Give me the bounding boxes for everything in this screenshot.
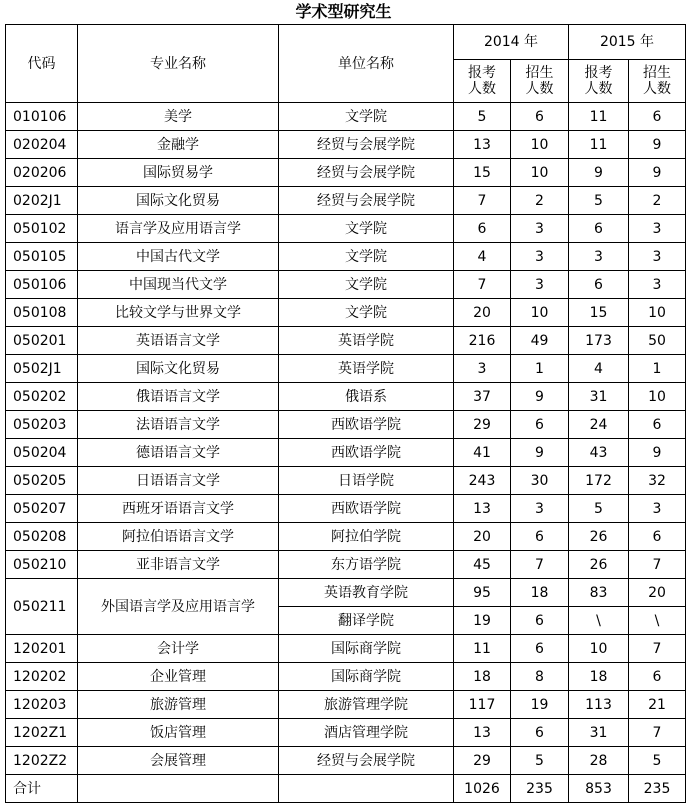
cell-major: 国际文化贸易 bbox=[78, 355, 279, 383]
cell-applicants-2014: 7 bbox=[454, 187, 511, 215]
cell-admitted-2015: 1 bbox=[629, 355, 686, 383]
cell-applicants-2015: 26 bbox=[569, 523, 629, 551]
header-unit: 单位名称 bbox=[279, 25, 454, 103]
cell-code: 1202Z2 bbox=[6, 747, 78, 775]
cell-unit: 西欧语学院 bbox=[279, 411, 454, 439]
table-row bbox=[6, 243, 686, 271]
cell-admitted-2014: 2 bbox=[511, 187, 569, 215]
cell-admitted-2015: 50 bbox=[629, 327, 686, 355]
cell-applicants-2014: 29 bbox=[454, 411, 511, 439]
cell-applicants-2014: 13 bbox=[454, 495, 511, 523]
cell-major: 金融学 bbox=[78, 131, 279, 159]
cell-code: 120202 bbox=[6, 663, 78, 691]
cell-major: 德语语言文学 bbox=[78, 439, 279, 467]
cell-applicants-2015: 11 bbox=[569, 131, 629, 159]
cell-major: 法语语言文学 bbox=[78, 411, 279, 439]
cell-admitted-2014: 10 bbox=[511, 131, 569, 159]
total-unit bbox=[279, 775, 454, 803]
cell-applicants-2015: 173 bbox=[569, 327, 629, 355]
cell-unit: 文学院 bbox=[279, 299, 454, 327]
cell-applicants-2014: 29 bbox=[454, 747, 511, 775]
cell-applicants-2014: 95 bbox=[454, 579, 511, 607]
cell-code: 050105 bbox=[6, 243, 78, 271]
cell-applicants-2015: 3 bbox=[569, 243, 629, 271]
cell-applicants-2014: 37 bbox=[454, 383, 511, 411]
cell-applicants-2014: 216 bbox=[454, 327, 511, 355]
cell-applicants-2015: 15 bbox=[569, 299, 629, 327]
cell-applicants-2015: 43 bbox=[569, 439, 629, 467]
cell-applicants-2015: 9 bbox=[569, 159, 629, 187]
cell-major: 会计学 bbox=[78, 635, 279, 663]
table-row bbox=[6, 327, 686, 355]
cell-admitted-2015: 9 bbox=[629, 131, 686, 159]
cell-admitted-2015: 3 bbox=[629, 271, 686, 299]
cell-admitted-2014: 6 bbox=[511, 523, 569, 551]
cell-applicants-2014: 7 bbox=[454, 271, 511, 299]
cell-admitted-2015: 9 bbox=[629, 439, 686, 467]
cell-unit: 英语学院 bbox=[279, 355, 454, 383]
cell-applicants-2014: 20 bbox=[454, 299, 511, 327]
cell-major: 外国语言学及应用语言学 bbox=[78, 579, 279, 635]
header-applicants-2015: 报考 人数 bbox=[569, 60, 629, 103]
cell-admitted-2015: 6 bbox=[629, 411, 686, 439]
cell-applicants-2015: 11 bbox=[569, 103, 629, 131]
cell-code: 050203 bbox=[6, 411, 78, 439]
cell-unit: 文学院 bbox=[279, 271, 454, 299]
cell-major: 中国古代文学 bbox=[78, 243, 279, 271]
cell-unit: 文学院 bbox=[279, 243, 454, 271]
cell-admitted-2015: 7 bbox=[629, 551, 686, 579]
header-year-2015: 2015 年 bbox=[569, 25, 686, 60]
cell-major: 饭店管理 bbox=[78, 719, 279, 747]
cell-unit: 经贸与会展学院 bbox=[279, 159, 454, 187]
cell-applicants-2014: 6 bbox=[454, 215, 511, 243]
cell-major: 语言学及应用语言学 bbox=[78, 215, 279, 243]
cell-admitted-2015: 32 bbox=[629, 467, 686, 495]
header-year-2014: 2014 年 bbox=[454, 25, 569, 60]
cell-code: 050102 bbox=[6, 215, 78, 243]
cell-applicants-2014: 117 bbox=[454, 691, 511, 719]
table-row bbox=[6, 159, 686, 187]
table-row bbox=[6, 467, 686, 495]
total-admitted-2014: 235 bbox=[511, 775, 569, 803]
cell-unit: 文学院 bbox=[279, 103, 454, 131]
cell-code: 020204 bbox=[6, 131, 78, 159]
cell-admitted-2014: 9 bbox=[511, 383, 569, 411]
table-row bbox=[6, 299, 686, 327]
cell-code: 010106 bbox=[6, 103, 78, 131]
cell-admitted-2014: 3 bbox=[511, 495, 569, 523]
cell-applicants-2015: 28 bbox=[569, 747, 629, 775]
cell-major: 俄语语言文学 bbox=[78, 383, 279, 411]
cell-applicants-2015: 5 bbox=[569, 187, 629, 215]
cell-applicants-2014: 13 bbox=[454, 131, 511, 159]
table-row bbox=[6, 383, 686, 411]
table-row bbox=[6, 187, 686, 215]
cell-admitted-2015: \ bbox=[629, 607, 686, 635]
cell-code: 050204 bbox=[6, 439, 78, 467]
cell-major: 英语语言文学 bbox=[78, 327, 279, 355]
cell-admitted-2014: 9 bbox=[511, 439, 569, 467]
cell-admitted-2014: 49 bbox=[511, 327, 569, 355]
cell-admitted-2014: 6 bbox=[511, 635, 569, 663]
cell-major: 国际贸易学 bbox=[78, 159, 279, 187]
cell-admitted-2014: 3 bbox=[511, 271, 569, 299]
cell-unit: 俄语系 bbox=[279, 383, 454, 411]
cell-admitted-2014: 30 bbox=[511, 467, 569, 495]
cell-major: 中国现当代文学 bbox=[78, 271, 279, 299]
table-row bbox=[6, 215, 686, 243]
total-applicants-2015: 853 bbox=[569, 775, 629, 803]
header-applicants-2014: 报考 人数 bbox=[454, 60, 511, 103]
cell-admitted-2014: 3 bbox=[511, 243, 569, 271]
cell-applicants-2014: 45 bbox=[454, 551, 511, 579]
cell-unit: 英语学院 bbox=[279, 327, 454, 355]
cell-admitted-2014: 3 bbox=[511, 215, 569, 243]
cell-applicants-2015: \ bbox=[569, 607, 629, 635]
cell-admitted-2014: 10 bbox=[511, 159, 569, 187]
cell-applicants-2014: 19 bbox=[454, 607, 511, 635]
cell-applicants-2014: 3 bbox=[454, 355, 511, 383]
cell-admitted-2015: 5 bbox=[629, 747, 686, 775]
header-major: 专业名称 bbox=[78, 25, 279, 103]
cell-unit: 经贸与会展学院 bbox=[279, 187, 454, 215]
cell-unit: 西欧语学院 bbox=[279, 495, 454, 523]
cell-admitted-2014: 6 bbox=[511, 103, 569, 131]
cell-code: 050205 bbox=[6, 467, 78, 495]
cell-unit: 阿拉伯学院 bbox=[279, 523, 454, 551]
table-row bbox=[6, 131, 686, 159]
cell-admitted-2015: 2 bbox=[629, 187, 686, 215]
cell-applicants-2015: 31 bbox=[569, 719, 629, 747]
table-row bbox=[6, 719, 686, 747]
cell-applicants-2014: 11 bbox=[454, 635, 511, 663]
cell-applicants-2015: 6 bbox=[569, 271, 629, 299]
cell-applicants-2015: 113 bbox=[569, 691, 629, 719]
cell-unit: 翻译学院 bbox=[279, 607, 454, 635]
cell-admitted-2015: 3 bbox=[629, 243, 686, 271]
cell-code: 020206 bbox=[6, 159, 78, 187]
cell-admitted-2015: 10 bbox=[629, 299, 686, 327]
cell-code: 1202Z1 bbox=[6, 719, 78, 747]
graduate-admissions-table bbox=[5, 24, 686, 803]
cell-applicants-2014: 15 bbox=[454, 159, 511, 187]
cell-major: 美学 bbox=[78, 103, 279, 131]
cell-admitted-2015: 21 bbox=[629, 691, 686, 719]
cell-applicants-2014: 4 bbox=[454, 243, 511, 271]
table-row bbox=[6, 579, 686, 607]
total-major bbox=[78, 775, 279, 803]
cell-admitted-2014: 19 bbox=[511, 691, 569, 719]
cell-applicants-2014: 41 bbox=[454, 439, 511, 467]
cell-major: 企业管理 bbox=[78, 663, 279, 691]
total-admitted-2015: 235 bbox=[629, 775, 686, 803]
cell-code: 050201 bbox=[6, 327, 78, 355]
cell-admitted-2014: 6 bbox=[511, 719, 569, 747]
header-admitted-2014: 招生 人数 bbox=[511, 60, 569, 103]
cell-code: 050210 bbox=[6, 551, 78, 579]
cell-admitted-2014: 18 bbox=[511, 579, 569, 607]
cell-applicants-2015: 31 bbox=[569, 383, 629, 411]
cell-code: 050207 bbox=[6, 495, 78, 523]
cell-admitted-2014: 6 bbox=[511, 607, 569, 635]
cell-applicants-2014: 13 bbox=[454, 719, 511, 747]
table-row bbox=[6, 635, 686, 663]
cell-admitted-2015: 10 bbox=[629, 383, 686, 411]
cell-admitted-2014: 5 bbox=[511, 747, 569, 775]
total-applicants-2014: 1026 bbox=[454, 775, 511, 803]
cell-code: 0502J1 bbox=[6, 355, 78, 383]
table-row bbox=[6, 691, 686, 719]
cell-unit: 西欧语学院 bbox=[279, 439, 454, 467]
table-title: 学术型研究生 bbox=[295, 2, 392, 21]
cell-major: 西班牙语语言文学 bbox=[78, 495, 279, 523]
cell-unit: 旅游管理学院 bbox=[279, 691, 454, 719]
cell-code: 050106 bbox=[6, 271, 78, 299]
cell-admitted-2014: 10 bbox=[511, 299, 569, 327]
cell-code: 050108 bbox=[6, 299, 78, 327]
total-label: 合计 bbox=[6, 775, 78, 803]
cell-applicants-2015: 172 bbox=[569, 467, 629, 495]
table-row bbox=[6, 439, 686, 467]
cell-applicants-2015: 83 bbox=[569, 579, 629, 607]
table-row bbox=[6, 355, 686, 383]
total-row bbox=[6, 775, 686, 803]
cell-applicants-2015: 4 bbox=[569, 355, 629, 383]
cell-code: 050211 bbox=[6, 579, 78, 635]
table-row bbox=[6, 103, 686, 131]
cell-major: 比较文学与世界文学 bbox=[78, 299, 279, 327]
cell-applicants-2014: 5 bbox=[454, 103, 511, 131]
table-row bbox=[6, 271, 686, 299]
cell-applicants-2014: 18 bbox=[454, 663, 511, 691]
table-row bbox=[6, 523, 686, 551]
cell-code: 120203 bbox=[6, 691, 78, 719]
cell-applicants-2014: 20 bbox=[454, 523, 511, 551]
table-row bbox=[6, 551, 686, 579]
cell-admitted-2015: 7 bbox=[629, 635, 686, 663]
cell-major: 会展管理 bbox=[78, 747, 279, 775]
table-row bbox=[6, 663, 686, 691]
cell-admitted-2014: 7 bbox=[511, 551, 569, 579]
cell-unit: 国际商学院 bbox=[279, 663, 454, 691]
cell-code: 0202J1 bbox=[6, 187, 78, 215]
cell-admitted-2015: 9 bbox=[629, 159, 686, 187]
cell-major: 旅游管理 bbox=[78, 691, 279, 719]
cell-admitted-2015: 7 bbox=[629, 719, 686, 747]
cell-admitted-2015: 6 bbox=[629, 103, 686, 131]
cell-major: 阿拉伯语语言文学 bbox=[78, 523, 279, 551]
cell-unit: 酒店管理学院 bbox=[279, 719, 454, 747]
cell-code: 120201 bbox=[6, 635, 78, 663]
table-row bbox=[6, 747, 686, 775]
cell-admitted-2015: 3 bbox=[629, 495, 686, 523]
cell-applicants-2015: 5 bbox=[569, 495, 629, 523]
header-code: 代码 bbox=[6, 25, 78, 103]
cell-admitted-2015: 20 bbox=[629, 579, 686, 607]
header-admitted-2015: 招生 人数 bbox=[629, 60, 686, 103]
cell-unit: 经贸与会展学院 bbox=[279, 747, 454, 775]
table-row bbox=[6, 411, 686, 439]
cell-applicants-2014: 243 bbox=[454, 467, 511, 495]
cell-admitted-2014: 6 bbox=[511, 411, 569, 439]
cell-applicants-2015: 10 bbox=[569, 635, 629, 663]
cell-applicants-2015: 24 bbox=[569, 411, 629, 439]
cell-unit: 文学院 bbox=[279, 215, 454, 243]
cell-major: 亚非语言文学 bbox=[78, 551, 279, 579]
cell-applicants-2015: 6 bbox=[569, 215, 629, 243]
cell-code: 050202 bbox=[6, 383, 78, 411]
cell-unit: 经贸与会展学院 bbox=[279, 131, 454, 159]
cell-unit: 日语学院 bbox=[279, 467, 454, 495]
cell-code: 050208 bbox=[6, 523, 78, 551]
cell-unit: 东方语学院 bbox=[279, 551, 454, 579]
cell-major: 日语语言文学 bbox=[78, 467, 279, 495]
cell-admitted-2015: 6 bbox=[629, 523, 686, 551]
cell-applicants-2015: 18 bbox=[569, 663, 629, 691]
cell-admitted-2014: 1 bbox=[511, 355, 569, 383]
cell-unit: 国际商学院 bbox=[279, 635, 454, 663]
cell-applicants-2015: 26 bbox=[569, 551, 629, 579]
cell-admitted-2015: 6 bbox=[629, 663, 686, 691]
cell-admitted-2014: 8 bbox=[511, 663, 569, 691]
cell-admitted-2015: 3 bbox=[629, 215, 686, 243]
table-row bbox=[6, 495, 686, 523]
cell-unit: 英语教育学院 bbox=[279, 579, 454, 607]
cell-major: 国际文化贸易 bbox=[78, 187, 279, 215]
